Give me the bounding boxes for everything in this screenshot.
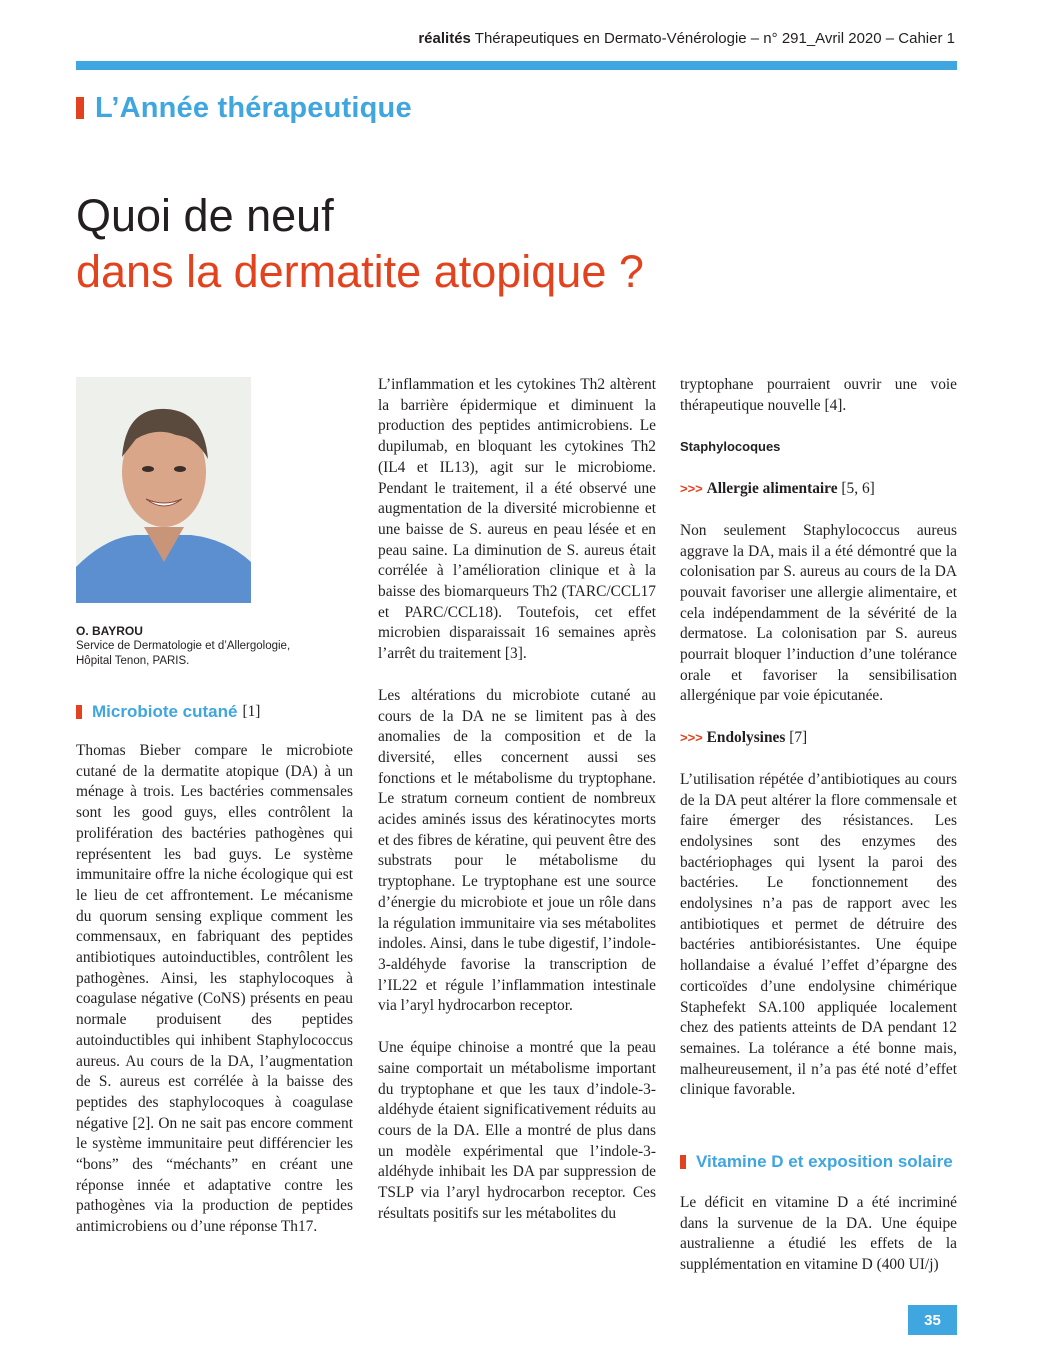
topic-title: Endolysines	[706, 729, 786, 747]
column-1	[76, 741, 353, 1259]
paragraph: Le déficit en vitamine D a été incriminé dans la survenue de la DA. Une équipe australienne a étudié les effets de la supplémentation en vitamine D (400 UI/j)	[680, 1194, 957, 1274]
staphylococcus-heading: Staphylocoques	[680, 439, 781, 455]
section-marker	[76, 97, 84, 119]
author-block	[76, 624, 353, 669]
section-heading	[76, 88, 412, 128]
page-number: 35	[908, 1305, 957, 1335]
column-3	[680, 375, 957, 1122]
subsection-heading-vitamin-d	[680, 1152, 953, 1172]
subsection-ref: [1]	[242, 703, 261, 720]
section-title: L’Année thérapeutique	[95, 91, 412, 124]
paragraph: tryptophane pourraient ouvrir une voie thérapeutique nouvelle [4].	[680, 376, 957, 414]
subsection-marker	[680, 1155, 686, 1169]
author-affiliation-2: Hôpital Tenon, PARIS.	[76, 655, 190, 667]
paragraph: Non seulement Staphylococcus aureus aggrave la DA, mais il a été démontré que la colonisation par S. aureus au cours de la DA pouvait favoriser une allergie alimentaire, et cela indépendamment de la sévérité de la dermatose. La colonisation par S. aureus pourrait bloquer l’induction d’une tolérance orale et favoriser la sensibilisation allergénique par voie épicutanée.	[680, 521, 957, 705]
subsection-title: Vitamine D et exposition solaire	[696, 1152, 953, 1171]
topic-title: Allergie alimentaire	[706, 480, 838, 498]
author-photo	[76, 377, 251, 603]
paragraph: L’utilisation répétée d’antibiotiques au cours de la DA peut altérer la flore commensale et faire émerger des résistances. Les endolysines sont des enzymes des bactériophages qui lysent la paroi des bactéries. Le fonctionnement des endolysines n’a pas de rapport avec les antibiotiques et permet de détruire des bactéries antibiorésistantes. Une équipe hollandaise a évalué l’effet d’épargne des corticoïdes d’une endolysine chimérique Staphefekt SA.100 appliquée localement chez des patients atteints de DA pendant 12 semaines. La tolérance a été bonne mais, malheureusement, il n’a pas été noté d’effet clinique favorable.	[680, 770, 957, 1099]
journal-header	[76, 30, 955, 47]
subsection-title: Microbiote cutané	[92, 702, 238, 721]
paragraph: Une équipe chinoise a montré que la peau saine comportait un métabolisme important du tryptophane et que les taux d’indole-3-aldéhyde étaient significativement réduits au cours de la DA. Elle a montré de plus dans un modèle expérimental que l’indole-3-aldéhyde inhibait les DA par suppression de TSLP via l’aryl hydrocarbon receptor. Ces résultats positifs sur les métabolites du	[378, 1039, 656, 1222]
subsection-heading-microbiote	[76, 702, 260, 722]
arrow-marker: >>>	[680, 481, 703, 497]
article-title	[76, 188, 644, 300]
topic-ref: [7]	[789, 729, 808, 747]
column-2	[378, 375, 656, 1245]
journal-brand: réalités	[418, 30, 471, 47]
paragraph: L’inflammation et les cytokines Th2 altèrent la barrière épidermique et diminuent la production des peptides antimicrobiens. Le dupilumab, en bloquant les cytokines Th2 (IL4 et IL13), agit sur le microbiome. Pendant le traitement, il a été observé une augmentation de la diversité microbienne et une baisse de S. aureus en peau lésée et en peau saine. La diminution de S. aureus était corrélée à l’amélioration clinique et à la baisse des biomarqueurs Th2 (TARC/CCL17 et PARC/CCL18). Toutefois, cet effet microbien disparaissait 16 semaines après l’arrêt du traitement [3].	[378, 376, 656, 663]
column-3-continued	[680, 1193, 957, 1297]
journal-issue: Thérapeutiques en Dermato-Vénérologie – n° 291_Avril 2020 – Cahier 1	[474, 30, 955, 47]
article-title-line2: dans la dermatite atopique ?	[76, 246, 644, 297]
topic-heading-allergy	[680, 479, 957, 500]
arrow-marker: >>>	[680, 730, 703, 746]
topic-heading-endolysins	[680, 728, 957, 749]
paragraph: Les altérations du microbiote cutané au cours de la DA ne se limitent pas à des anomalies de la composition et de la diversité, elles concernent aussi ses fonctions et le métabolisme du tryptophane. Le stratum corneum contient de nombreux acides aminés issus des kératinocytes morts et des fibres de kératine, qui peuvent être des substrats pour le métabolisme du tryptophane. Le tryptophane est une source d’énergie du microbiote et joue un rôle dans la régulation immunitaire via ses métabolites indoles. Ainsi, dans le tube digestif, l’indole-3-aldéhyde favorise la transcription de l’IL22 et régule l’inflammation intestinale via l’aryl hydrocarbon receptor.	[378, 686, 656, 1015]
subsection-marker	[76, 705, 82, 719]
author-name: O. BAYROU	[76, 624, 143, 638]
author-affiliation-1: Service de Dermatologie et d’Allergologie,	[76, 640, 291, 652]
topic-ref: [5, 6]	[841, 480, 875, 498]
article-title-line1: Quoi de neuf	[76, 190, 334, 241]
header-rule	[76, 61, 957, 70]
paragraph: Thomas Bieber compare le microbiote cutané de la dermatite atopique (DA) à un ménage à trois. Les bactéries commensales sont les good guys, elles contrôlent la prolifération des bactéries pathogènes qui représentent les bad guys. Le système immunitaire offre la niche écologique qui est le lieu de cet affrontement. Le mécanisme du quorum sensing explique comment les commensaux, en fabriquant des peptides antibiotiques autoinductibles, contrôlent les pathogènes. Ainsi, les staphylocoques à coagulase négative (CoNS) présents en peau normale produisent des peptides autoinductibles qui inhibent Staphylococcus aureus. Au cours de la DA, l’augmentation de S. aureus est corrélée à la baisse des peptides des staphylocoques à coagulase négative [2]. On ne sait pas encore comment le système immunitaire peut différencier les “bons” des “méchants” en créant une réponse innée et adaptative contre les pathogènes via la production de peptides antimicrobiens ou d’une réponse Th17.	[76, 742, 353, 1236]
